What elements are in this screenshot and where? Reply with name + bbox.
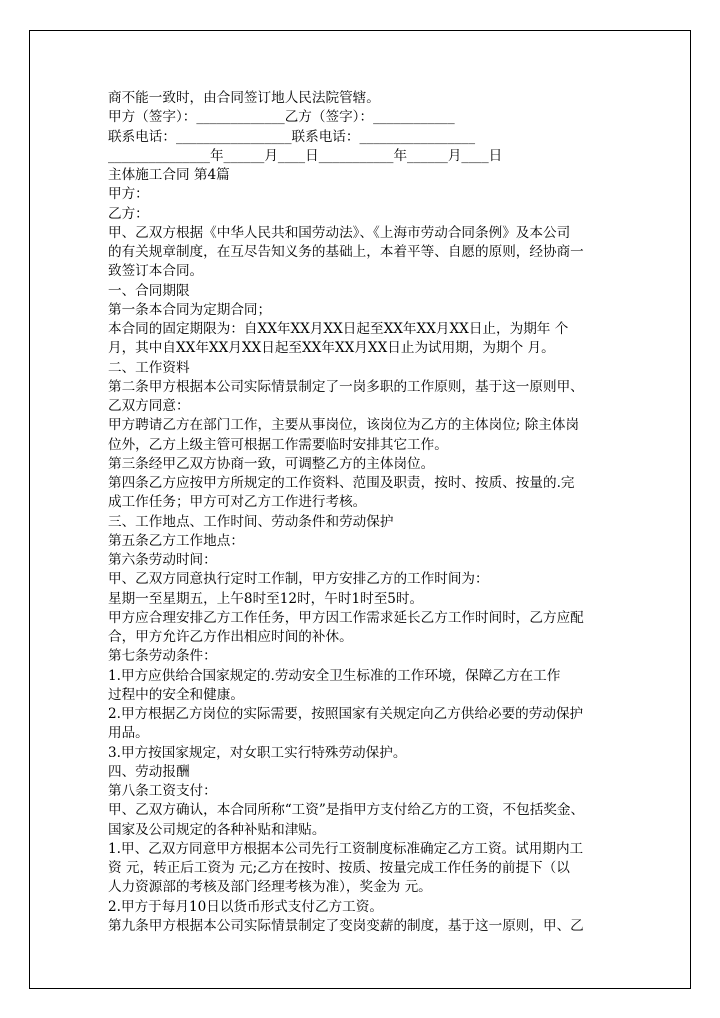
party-a-label: 甲方： <box>108 186 149 203</box>
text-line: 乙双方同意： <box>108 398 190 414</box>
text-line: 国家及公司规定的各种补贴和津贴。 <box>108 821 326 838</box>
article-heading: 第五条乙方工作地点： <box>108 532 244 549</box>
section-heading: 二、工作资料 <box>108 359 190 376</box>
text-line: 第九条甲方根据本公司实际情景制定了变岗变薪的制度，基于这一原则，甲、乙 <box>108 917 584 934</box>
phone-line: 联系电话：_________________联系电话：_________________ <box>108 128 476 145</box>
text-line: 甲、乙双方根据《中华人民共和国劳动法》、《上海市劳动合同条例》及本公司 <box>108 224 571 241</box>
section-heading: 三、工作地点、工作时间、劳动条件和劳动保护 <box>108 513 394 530</box>
list-item: 2.甲方于每月10日以货币形式支付乙方工资。 <box>108 898 383 915</box>
text-line: 第二条甲方根据本公司实际情景制定了一岗多职的工作原则，基于这一原则甲、 <box>108 378 584 395</box>
document-title: 主体施工合同 第4篇 <box>108 167 230 183</box>
text-line: 成工作任务；甲方可对乙方工作进行考核。 <box>108 494 367 511</box>
text-line: 致签订本合同。 <box>108 263 204 280</box>
text-line: 人力资源部的考核及部门经理考核为准），奖金为 元。 <box>108 879 432 896</box>
text-line: 甲方聘请乙方在部门工作，主要从事岗位，该岗位为乙方的主体岗位; 除主体岗 <box>108 417 580 434</box>
text-line: 过程中的安全和健康。 <box>108 686 244 703</box>
text-line: 的有关规章制度，在互尽告知义务的基础上，本着平等、自愿的原则，经协商一 <box>108 244 584 260</box>
text-line: 第三条经甲乙双方协商一致，可调整乙方的主体岗位。 <box>108 455 435 472</box>
text-line: 商不能一致时，由合同签订地人民法院管辖。 <box>108 90 380 106</box>
list-item: 3.甲方按国家规定，对女职工实行特殊劳动保护。 <box>108 744 407 761</box>
section-heading: 四、劳动报酬 <box>108 763 190 780</box>
article-heading: 第八条工资支付： <box>108 783 217 799</box>
text-line: 用品。 <box>108 725 149 742</box>
text-line: 合，甲方允许乙方作出相应时间的补休。 <box>108 629 353 645</box>
article-heading: 第六条劳动时间： <box>108 552 217 568</box>
text-line: 甲、乙双方确认，本合同所称“工资”是指甲方支付给乙方的工资，不包括奖金、 <box>108 802 585 819</box>
text-line: 星期一至星期五，上午8时至12时，午时1时至5时。 <box>108 590 424 607</box>
list-item: 1.甲方应供给合国家规定的.劳动安全卫生标准的工作环境，保障乙方在工作 <box>108 667 561 684</box>
text-line: 资 元，转正后工资为 元;乙方在按时、按质、按量完成工作任务的前提下（以 <box>108 860 570 876</box>
article-heading: 第七条劳动条件： <box>108 648 217 665</box>
section-heading: 一、合同期限 <box>108 282 190 299</box>
list-item: 2.甲方根据乙方岗位的实际需要，按照国家有关规定向乙方供给必要的劳动保护 <box>108 706 584 722</box>
contract-text <box>108 89 628 936</box>
text-line: 位外，乙方上级主管可根据工作需要临时安排其它工作。 <box>108 436 448 453</box>
list-item: 1.甲、乙双方同意甲方根据本公司先行工资制度标准确定乙方工资。试用期内工 <box>108 840 584 857</box>
text-line: 月，其中自XX年XX月XX日起至XX年XX月XX日止为试用期，为期个 月。 <box>108 340 555 357</box>
signature-line: 甲方（签字）：_____________乙方（签字）：____________ <box>108 109 455 126</box>
date-line: _______________年______月____日___________年______月____日 <box>108 147 503 164</box>
text-line: 第四条乙方应按甲方所规定的工作资料、范围及职责，按时、按质、按量的.完 <box>108 475 575 491</box>
text-line: 甲方应合理安排乙方工作任务，甲方因工作需求延长乙方工作时间时，乙方应配 <box>108 609 584 626</box>
article-heading: 第一条本合同为定期合同； <box>108 301 272 318</box>
party-b-label: 乙方： <box>108 205 149 222</box>
text-line: 甲、乙双方同意执行定时工作制，甲方安排乙方的工作时间为： <box>108 571 489 588</box>
text-line: 本合同的固定期限为：自XX年XX月XX日起至XX年XX月XX日止，为期年 个 <box>108 321 569 337</box>
